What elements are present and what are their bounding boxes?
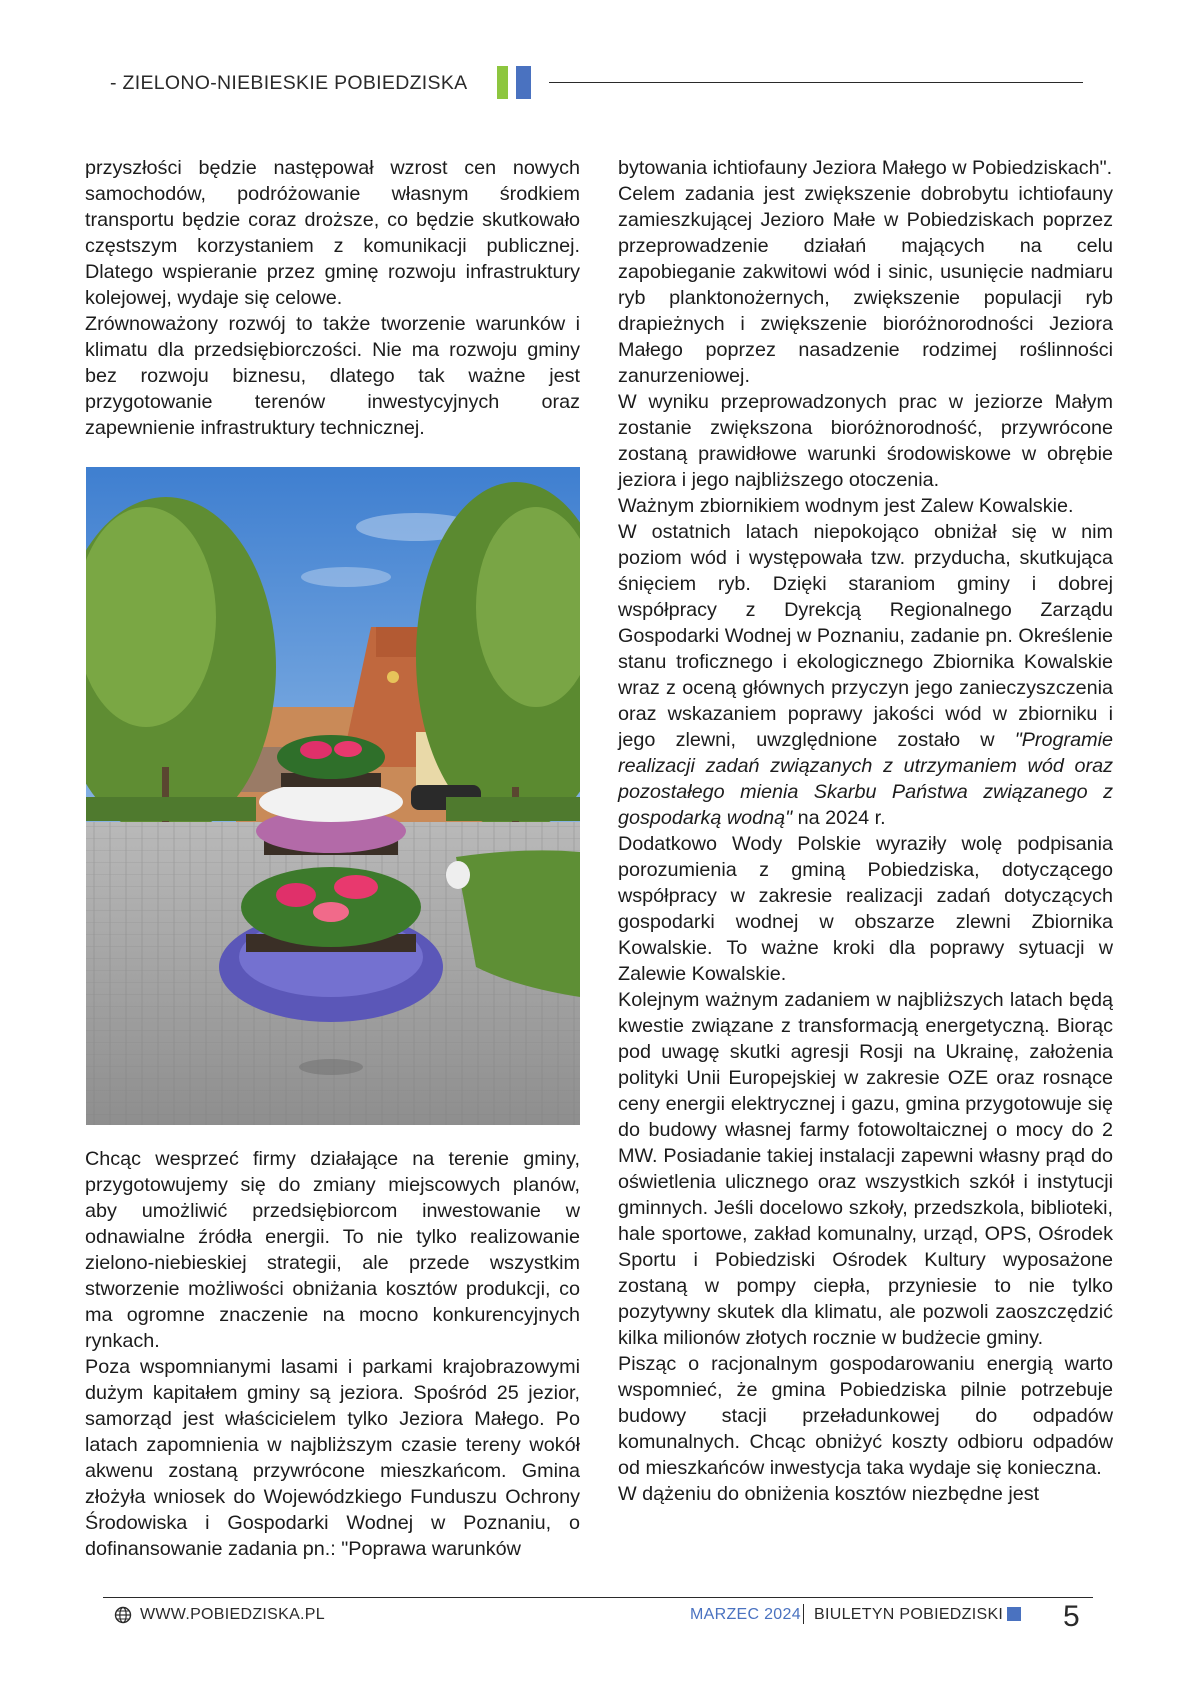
paragraph: Kolejnym ważnym zadaniem w najbliższych latach będą kwestie związane z transformacją energetyczną. Biorąc pod uwagę skutki agresji Rosji na Ukrainę, założenia polityki Unii Europejskiej w zakresie OZE oraz rosnące ceny energii elektrycznej i gazu, gmina przygotowuje się do budowy własnej farmy fotowoltaicznej o mocy do 2 MW. Posiadanie takiej instalacji zapewni własny prąd do oświetlenia ulicznego oraz wszystkich szkół i instytucji gminnych. Jeśli docelowo szkoły, przedszkola, biblioteki, hale sportowe, zakład komunalny, urząd, OPS, Ośrodek Sportu i Pobiedziski Ośrodek Kultury wyposażone zostaną w pompy ciepła, przyniesie to nie tylko pozytywny skutek dla klimatu, ale pozwoli zaoszczędzić kilka milionów złotych rocznie w budżecie gminy.	[618, 989, 1113, 1349]
paragraph	[618, 519, 1113, 831]
paragraph: W dążeniu do obniżenia kosztów niezbędne jest	[618, 1483, 1040, 1505]
text-span: W ostatnich latach niepokojąco obniżał się w nim poziom wód i występowała tzw. przyducha, skutkująca śnięciem ryb. Dzięki staraniom gminy i dobrej współpracy z Dyrekcją Regionalnego Zarządu Gospodarki Wodnej w Poznaniu, zadanie pn. Określenie stanu troficznego i ekologicznego Zbiornika Kowalskie wraz z oceną głównych przyczyn jego zanieczyszczenia oraz wskazaniem poprawy jakości wód w zbiorniku i jego zlewni, uwzględnione zostało w	[618, 521, 1113, 751]
paragraph: Dodatkowo Wody Polskie wyraziły wolę podpisania porozumienia z gminą Pobiedziska, dotyczącego współpracy w zakresie realizacji zadań dotyczących gospodarki wodnej w obszarze zlewni Zbiornika Kowalskie. To ważne kroki dla poprawy sytuacji w Zalewie Kowalskie.	[618, 833, 1113, 985]
paragraph: Celem zadania jest zwiększenie dobrobytu ichtiofauny zamieszkującej Jezioro Małe w Pobiedziskach poprzez przeprowadzenie działań mających na celu zapobieganie zakwitowi wód i sinic, usunięcie nadmiaru ryb planktonożernych, zwiększenie populacji ryb drapieżnych i zwiększenie bioróżnorodności Jeziora Małego poprzez nasadzenie rodzimej roślinności zanurzeniowej.	[618, 183, 1113, 387]
header-title: - ZIELONO-NIEBIESKIE POBIEDZISKA	[110, 72, 468, 94]
left-column-bottom	[85, 1146, 580, 1562]
paragraph: bytowania ichtiofauny Jeziora Małego w Pobiedziskach".	[618, 157, 1113, 179]
text-span: na 2024 r.	[792, 807, 886, 829]
footer-rule	[103, 1597, 1093, 1598]
footer-separator	[803, 1604, 804, 1624]
program-title: "Programie realizacji zadań związanych z utrzymaniem wód oraz pozostałego mienia Skarbu Państwa związanego z gospodarką wodną"	[618, 729, 1113, 829]
header-rule	[549, 82, 1083, 83]
paragraph: Poza wspomnianymi lasami i parkami krajobrazowymi dużym kapitałem gminy są jeziora. Spośród 25 jezior, samorząd jest właścicielem tylko Jeziora Małego. Po latach zapomnienia w najbliższym czasie tereny wokół akwenu zostaną przywrócone mieszkańcom. Gmina złożyła wniosek do Wojewódzkiego Funduszu Ochrony Środowiska i Gospodarki Wodnej w Poznaniu, o dofinansowanie zadania pn.: "Poprawa warunków	[85, 1356, 580, 1560]
publication-name: BIULETYN POBIEDZISKI	[814, 1606, 1004, 1623]
paragraph: Zrównoważony rozwój to także tworzenie warunków i klimatu dla przedsiębiorczości. Nie ma rozwoju gminy bez rozwoju biznesu, dlatego tak ważne jest przygotowanie terenów inwestycyjnych oraz zapewnienie infrastruktury technicznej.	[85, 313, 580, 439]
header-accent-green	[497, 66, 508, 99]
page-number: 5	[1063, 1600, 1080, 1633]
issue-date: MARZEC 2024	[690, 1606, 801, 1623]
website-link[interactable]: WWW.POBIEDZISKA.PL	[140, 1606, 325, 1623]
paragraph: Ważnym zbiornikiem wodnym jest Zalew Kowalskie.	[618, 495, 1074, 517]
globe-icon	[114, 1606, 132, 1624]
right-column	[618, 155, 1113, 1507]
footer-accent-square	[1007, 1607, 1021, 1621]
paragraph: W wyniku przeprowadzonych prac w jeziorze Małym zostanie zwiększona bioróżnorodność, przywrócone zostaną prawidłowe warunki środowiskowe w obrębie jeziora i jego najbliższego otoczenia.	[618, 391, 1113, 491]
paragraph: Chcąc wesprzeć firmy działające na terenie gminy, przygotowujemy się do zmiany miejscowych planów, aby umożliwić przedsiębiorcom inwestowanie w odnawialne źródła energii. To nie tylko realizowanie zielono-niebieskiej strategii, ale przede wszystkim stworzenie możliwości obniżania kosztów produkcji, co ma ogromne znaczenie na mocno konkurencyjnych rynkach.	[85, 1148, 580, 1352]
flower-tower-photo	[86, 467, 580, 1125]
left-column-top	[85, 155, 580, 441]
paragraph: Pisząc o racjonalnym gospodarowaniu energią warto wspomnieć, że gmina Pobiedziska pilnie potrzebuje budowy stacji przeładunkowej do odpadów komunalnych. Chcąc obniżyć koszty odbioru odpadów od mieszkańców inwestycja taka wydaje się konieczna.	[618, 1353, 1113, 1479]
header-accent-blue	[516, 66, 531, 99]
paragraph: przyszłości będzie następował wzrost cen nowych samochodów, podróżowanie własnym środkiem transportu będzie coraz droższe, co będzie skutkowało częstszym korzystaniem z komunikacji publicznej. Dlatego wspieranie przez gminę rozwoju infrastruktury kolejowej, wydaje się celowe.	[85, 157, 580, 309]
